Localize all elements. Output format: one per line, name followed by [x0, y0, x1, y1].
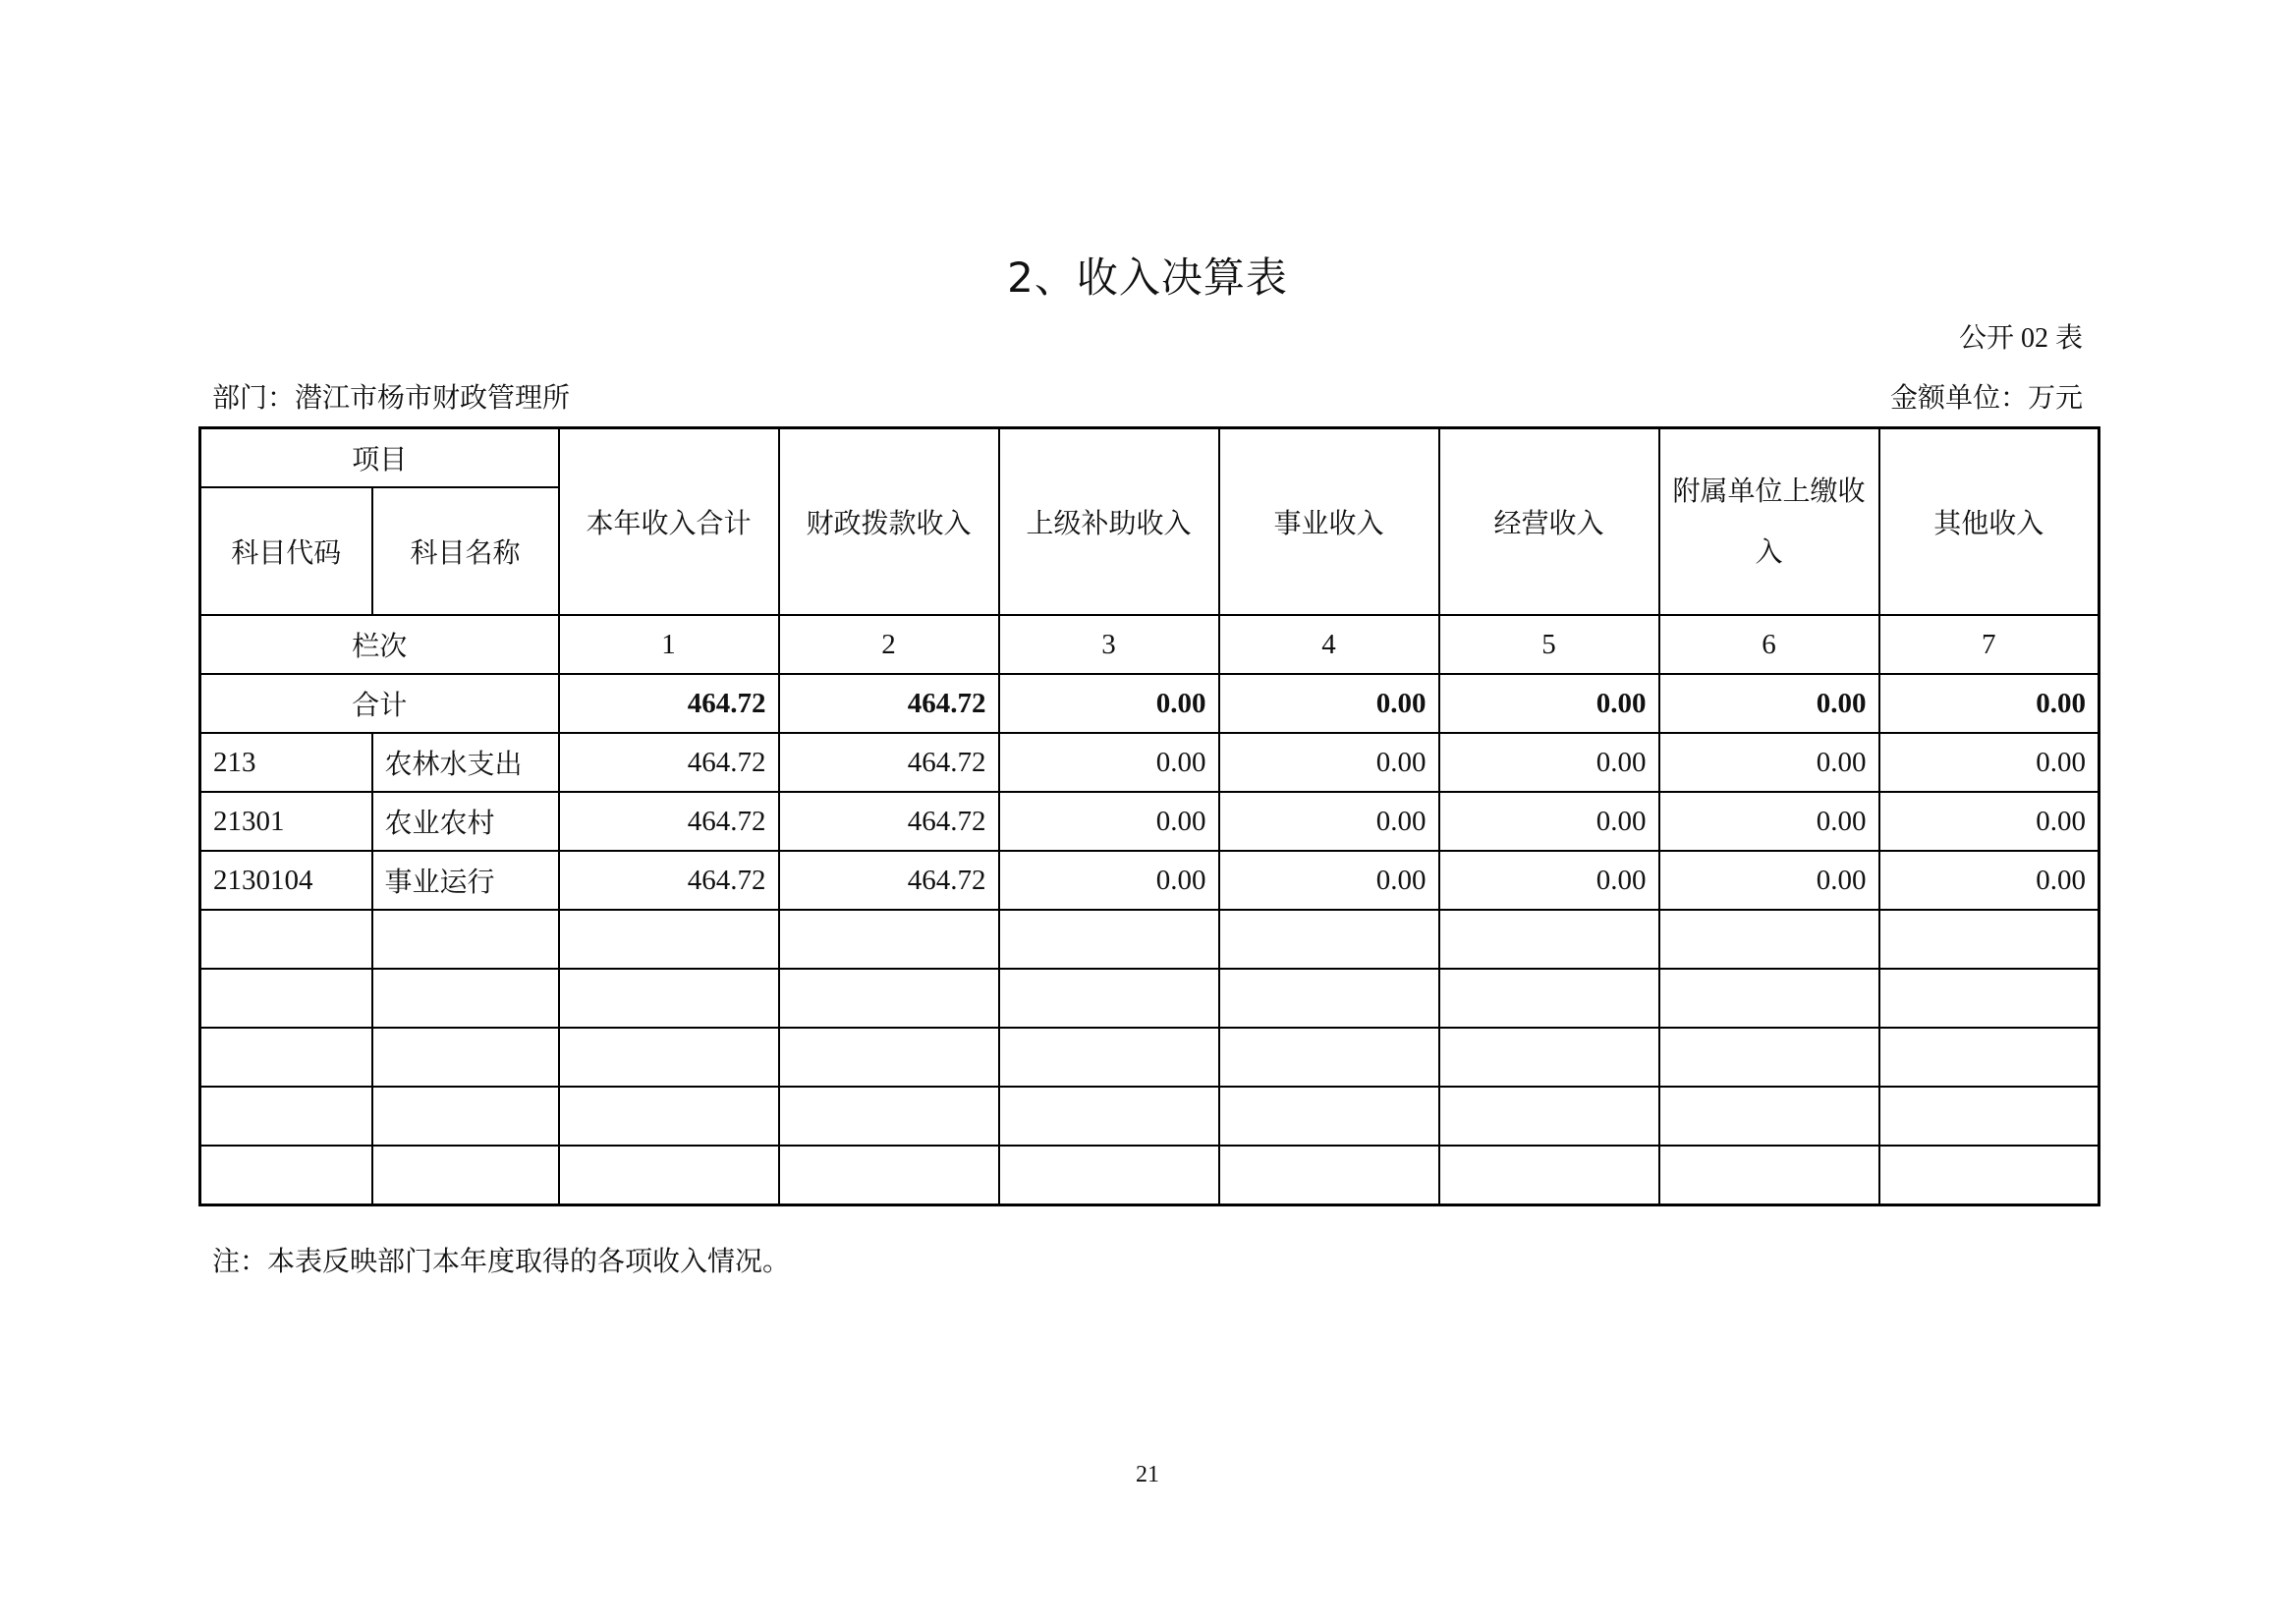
table-note: 注：本表反映部门本年度取得的各项收入情况。 — [212, 1245, 791, 1277]
row-value: 464.72 — [779, 733, 999, 792]
row-value: 0.00 — [1219, 792, 1439, 851]
row-value: 0.00 — [1219, 851, 1439, 910]
page-number: 21 — [1136, 1462, 1159, 1487]
table-row — [200, 851, 2099, 910]
header-name: 科目名称 — [372, 487, 559, 615]
total-row — [200, 674, 2099, 733]
row-value: 0.00 — [1879, 851, 2099, 910]
total-value: 0.00 — [1879, 674, 2099, 733]
column-index-label: 栏次 — [200, 615, 559, 674]
header-col-4: 事业收入 — [1219, 428, 1439, 616]
column-number: 2 — [779, 615, 999, 674]
header-col-2: 财政拨款收入 — [779, 428, 999, 616]
header-col-6: 附属单位上缴收入 — [1659, 428, 1879, 616]
column-number: 7 — [1879, 615, 2099, 674]
row-value: 0.00 — [1659, 851, 1879, 910]
header-code: 科目代码 — [200, 487, 372, 615]
total-value: 0.00 — [1219, 674, 1439, 733]
table-row — [200, 733, 2099, 792]
row-value: 464.72 — [559, 733, 779, 792]
row-value: 0.00 — [1439, 792, 1659, 851]
row-code: 213 — [200, 733, 372, 792]
total-label: 合计 — [200, 674, 559, 733]
row-value: 0.00 — [999, 792, 1219, 851]
row-value: 0.00 — [1879, 733, 2099, 792]
page-title: 2、收入决算表 — [1007, 253, 1288, 302]
empty-row — [200, 910, 2099, 969]
row-value: 0.00 — [1659, 792, 1879, 851]
row-value: 464.72 — [559, 792, 779, 851]
column-number: 3 — [999, 615, 1219, 674]
empty-row — [200, 1028, 2099, 1087]
row-value: 0.00 — [1659, 733, 1879, 792]
column-index-row — [200, 615, 2099, 674]
row-value: 0.00 — [1219, 733, 1439, 792]
column-number: 1 — [559, 615, 779, 674]
row-value: 0.00 — [999, 733, 1219, 792]
total-value: 0.00 — [1659, 674, 1879, 733]
row-code: 21301 — [200, 792, 372, 851]
header-col-5: 经营收入 — [1439, 428, 1659, 616]
form-id: 公开 02 表 — [1958, 323, 2083, 354]
table-row — [200, 792, 2099, 851]
row-name: 农业农村 — [372, 792, 559, 851]
row-name: 事业运行 — [372, 851, 559, 910]
header-col-1: 本年收入合计 — [559, 428, 779, 616]
header-col-7: 其他收入 — [1879, 428, 2099, 616]
row-value: 464.72 — [779, 851, 999, 910]
row-value: 0.00 — [1879, 792, 2099, 851]
row-name: 农林水支出 — [372, 733, 559, 792]
department-label: 部门：潜江市杨市财政管理所 — [212, 381, 571, 414]
header-row-1 — [200, 428, 2099, 488]
column-number: 5 — [1439, 615, 1659, 674]
row-code: 2130104 — [200, 851, 372, 910]
header-col-3: 上级补助收入 — [999, 428, 1219, 616]
row-value: 0.00 — [999, 851, 1219, 910]
total-value: 0.00 — [1439, 674, 1659, 733]
row-value: 0.00 — [1439, 851, 1659, 910]
empty-row — [200, 1087, 2099, 1146]
row-value: 0.00 — [1439, 733, 1659, 792]
total-value: 0.00 — [999, 674, 1219, 733]
income-table — [198, 426, 2100, 1206]
row-value: 464.72 — [779, 792, 999, 851]
column-number: 4 — [1219, 615, 1439, 674]
unit-label: 金额单位：万元 — [1889, 381, 2083, 414]
total-value: 464.72 — [779, 674, 999, 733]
header-item: 项目 — [200, 428, 559, 488]
column-number: 6 — [1659, 615, 1879, 674]
empty-row — [200, 1146, 2099, 1205]
row-value: 464.72 — [559, 851, 779, 910]
total-value: 464.72 — [559, 674, 779, 733]
empty-row — [200, 969, 2099, 1028]
